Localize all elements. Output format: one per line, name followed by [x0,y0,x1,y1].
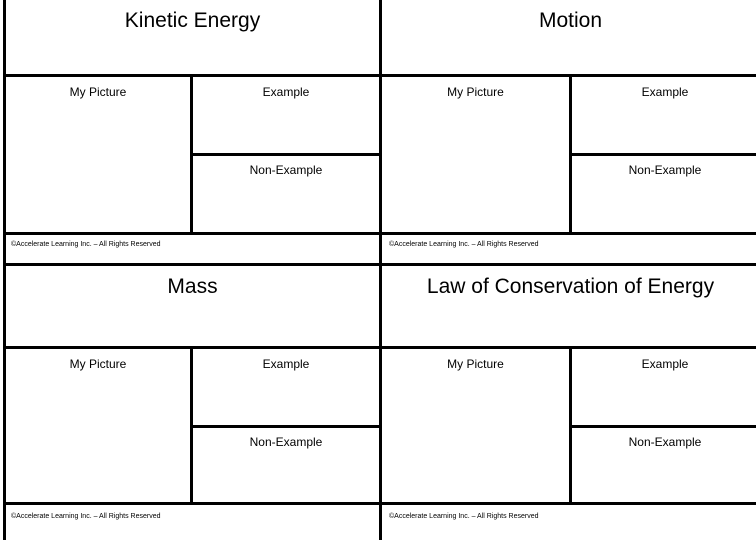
copyright-footer: ©Accelerate Learning Inc. – All Rights Reserved [11,241,161,248]
non-example-label: Non-Example [249,435,323,449]
example-divider [190,153,382,156]
my-picture-label: My Picture [447,85,504,99]
vocab-card-law-of-conservation-of-energy [382,266,756,540]
non-example-label: Non-Example [628,163,702,177]
card-border-left [3,266,6,540]
vocab-card-mass [0,266,382,540]
example-label: Example [262,357,310,371]
footer-divider [3,502,382,505]
example-divider [569,153,756,156]
term-title: Kinetic Energy [124,9,261,32]
example-divider [569,425,756,428]
example-label: Example [262,85,310,99]
card-border-left [3,0,6,266]
footer-divider [382,232,756,235]
copyright-footer: ©Accelerate Learning Inc. – All Rights Reserved [11,513,161,520]
non-example-label: Non-Example [628,435,702,449]
copyright-footer: ©Accelerate Learning Inc. – All Rights Reserved [389,513,539,520]
my-picture-label: My Picture [69,357,127,371]
my-picture-label: My Picture [69,85,127,99]
card-border-right [379,0,382,266]
example-divider [190,425,382,428]
term-title: Motion [538,9,603,32]
term-title: Law of Conservation of Energy [426,275,715,298]
example-label: Example [641,357,689,371]
example-label: Example [641,85,689,99]
my-picture-label: My Picture [447,357,504,371]
non-example-label: Non-Example [249,163,323,177]
vocab-card-motion [382,0,756,266]
footer-divider [382,502,756,505]
footer-divider [3,232,382,235]
vocab-card-kinetic-energy [0,0,382,266]
copyright-footer: ©Accelerate Learning Inc. – All Rights Reserved [389,241,539,248]
term-title: Mass [167,275,218,298]
